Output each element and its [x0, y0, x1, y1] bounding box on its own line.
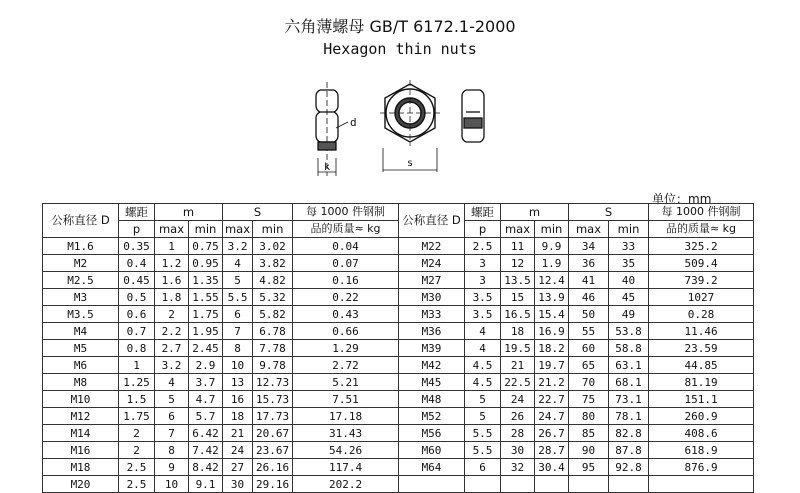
table-row [399, 357, 754, 374]
cell-mass: 618.9 [649, 442, 754, 459]
cell-diameter: M45 [399, 374, 465, 391]
cell-pitch: 3.5 [465, 289, 501, 306]
cell-s-min: 49 [609, 306, 649, 323]
cell-diameter: M18 [43, 459, 119, 476]
header-s: S [569, 204, 649, 221]
cell-s-min: 45 [609, 289, 649, 306]
cell-s-max: 6 [223, 306, 253, 323]
cell-s-min: 12.73 [253, 374, 293, 391]
cell-mass: 117.4 [293, 459, 399, 476]
cell-s-min: 33 [609, 238, 649, 255]
cell-s-min: 20.67 [253, 425, 293, 442]
header-s-min: min [253, 221, 293, 238]
table-row [399, 459, 754, 476]
cell-s-min: 5.32 [253, 289, 293, 306]
cell-diameter: M22 [399, 238, 465, 255]
cell-mass: 31.43 [293, 425, 399, 442]
cell-pitch: 2 [119, 425, 155, 442]
cell-s-max: 95 [569, 459, 609, 476]
cell-pitch: 3 [465, 255, 501, 272]
cell-m-min: 22.7 [535, 391, 569, 408]
cell-pitch: 5.5 [465, 442, 501, 459]
cell-diameter: M36 [399, 323, 465, 340]
header-s: S [223, 204, 293, 221]
cell-diameter: M39 [399, 340, 465, 357]
cell-m-min: 18.2 [535, 340, 569, 357]
cell-s-max: 7 [223, 323, 253, 340]
table-row [399, 425, 754, 442]
cell-pitch: 0.4 [119, 255, 155, 272]
cell-pitch: 0.45 [119, 272, 155, 289]
table-row [43, 408, 399, 425]
cell-m-min: 26.7 [535, 425, 569, 442]
cell-mass: 876.9 [649, 459, 754, 476]
cell-s-max: 8 [223, 340, 253, 357]
cell-m-min: 7.42 [189, 442, 223, 459]
cell-mass: 0.28 [649, 306, 754, 323]
cell-m-min: 24.7 [535, 408, 569, 425]
cell-s-min: 23.67 [253, 442, 293, 459]
cell-s-max: 10 [223, 357, 253, 374]
cell-m-max: 15 [501, 289, 535, 306]
table-row [43, 306, 399, 323]
cell-mass: 11.46 [649, 323, 754, 340]
spec-table-left [42, 203, 399, 493]
cell-diameter: M4 [43, 323, 119, 340]
cell-mass: 0.04 [293, 238, 399, 255]
cell-s-min: 26.16 [253, 459, 293, 476]
cell-s-min: 73.1 [609, 391, 649, 408]
cell-s-max: 55 [569, 323, 609, 340]
cell-pitch [465, 476, 501, 493]
cell-m-max: 16.5 [501, 306, 535, 323]
table-row [43, 476, 399, 493]
cell-s-min [609, 476, 649, 493]
cell-s-max: 24 [223, 442, 253, 459]
table-row [43, 459, 399, 476]
table-row [43, 323, 399, 340]
table-row [399, 323, 754, 340]
header-m-min: min [535, 221, 569, 238]
table-row [399, 442, 754, 459]
cell-pitch: 0.7 [119, 323, 155, 340]
cell-pitch: 4 [465, 323, 501, 340]
table-row [43, 289, 399, 306]
cell-m-max: 7 [155, 425, 189, 442]
cell-diameter: M24 [399, 255, 465, 272]
table-row [399, 255, 754, 272]
cell-mass: 151.1 [649, 391, 754, 408]
cell-s-min: 92.8 [609, 459, 649, 476]
cell-s-max: 36 [569, 255, 609, 272]
cell-m-min: 1.95 [189, 323, 223, 340]
cell-mass: 0.43 [293, 306, 399, 323]
cell-m-max: 32 [501, 459, 535, 476]
cell-diameter [399, 476, 465, 493]
cell-pitch: 6 [465, 459, 501, 476]
cell-m-min: 3.7 [189, 374, 223, 391]
cell-m-min: 2.45 [189, 340, 223, 357]
cell-diameter: M10 [43, 391, 119, 408]
header-diameter: 公称直径 D [43, 204, 119, 238]
cell-s-min: 6.78 [253, 323, 293, 340]
cell-diameter: M12 [43, 408, 119, 425]
cell-mass: 0.16 [293, 272, 399, 289]
cell-diameter: M6 [43, 357, 119, 374]
cell-diameter: M1.6 [43, 238, 119, 255]
table-row [399, 306, 754, 323]
cell-pitch: 0.6 [119, 306, 155, 323]
cell-s-max: 85 [569, 425, 609, 442]
cell-s-max: 75 [569, 391, 609, 408]
cell-m-min: 6.42 [189, 425, 223, 442]
header-diameter: 公称直径 D [399, 204, 465, 238]
cell-mass: 2.72 [293, 357, 399, 374]
cell-s-max: 70 [569, 374, 609, 391]
cell-s-max: 21 [223, 425, 253, 442]
cell-s-max: 18 [223, 408, 253, 425]
table-row [399, 289, 754, 306]
cell-m-max: 1 [155, 238, 189, 255]
cell-s-max: 4 [223, 255, 253, 272]
cell-m-max: 1.8 [155, 289, 189, 306]
cell-m-max: 1.2 [155, 255, 189, 272]
cell-m-max: 12 [501, 255, 535, 272]
cell-pitch: 0.5 [119, 289, 155, 306]
cell-m-max: 8 [155, 442, 189, 459]
cell-diameter: M64 [399, 459, 465, 476]
cell-s-max: 60 [569, 340, 609, 357]
cell-mass: 54.26 [293, 442, 399, 459]
cell-m-min: 1.75 [189, 306, 223, 323]
cell-m-max: 2.7 [155, 340, 189, 357]
cell-s-min: 63.1 [609, 357, 649, 374]
cell-mass: 1027 [649, 289, 754, 306]
cell-pitch: 1 [119, 357, 155, 374]
cell-m-max: 11 [501, 238, 535, 255]
hex-nut-drawing [300, 78, 500, 186]
cell-s-min: 87.8 [609, 442, 649, 459]
header-pitch: 螺距 [465, 204, 501, 221]
cell-m-min: 16.9 [535, 323, 569, 340]
cell-m-max: 9 [155, 459, 189, 476]
cell-mass: 260.9 [649, 408, 754, 425]
cell-m-min: 19.7 [535, 357, 569, 374]
cell-m-max: 21 [501, 357, 535, 374]
cell-mass: 81.19 [649, 374, 754, 391]
cell-s-max [569, 476, 609, 493]
cell-diameter: M30 [399, 289, 465, 306]
header-m-max: max [501, 221, 535, 238]
header-m-min: min [189, 221, 223, 238]
header-mass-line2: 品的质量≈ kg [649, 221, 754, 238]
cell-m-max: 1.6 [155, 272, 189, 289]
cell-diameter: M33 [399, 306, 465, 323]
header-m: m [501, 204, 569, 221]
cell-diameter: M52 [399, 408, 465, 425]
cell-s-max: 13 [223, 374, 253, 391]
cell-mass: 739.2 [649, 272, 754, 289]
label-d: d [350, 116, 357, 129]
cell-m-max [501, 476, 535, 493]
header-pitch-symbol: p [465, 221, 501, 238]
cell-diameter: M60 [399, 442, 465, 459]
cell-s-min: 4.82 [253, 272, 293, 289]
cell-s-max: 5 [223, 272, 253, 289]
cell-s-max: 90 [569, 442, 609, 459]
cell-diameter: M2.5 [43, 272, 119, 289]
cell-diameter: M48 [399, 391, 465, 408]
cell-pitch: 1.25 [119, 374, 155, 391]
table-row [399, 408, 754, 425]
cell-s-max: 27 [223, 459, 253, 476]
cell-mass: 5.21 [293, 374, 399, 391]
cell-m-min: 12.4 [535, 272, 569, 289]
cell-pitch: 4.5 [465, 357, 501, 374]
cell-m-min: 5.7 [189, 408, 223, 425]
cell-pitch: 0.8 [119, 340, 155, 357]
cell-diameter: M42 [399, 357, 465, 374]
cell-diameter: M27 [399, 272, 465, 289]
header-pitch-symbol: p [119, 221, 155, 238]
cell-m-max: 28 [501, 425, 535, 442]
cell-s-max: 80 [569, 408, 609, 425]
table-row [43, 374, 399, 391]
cell-s-min: 82.8 [609, 425, 649, 442]
cell-s-min: 17.73 [253, 408, 293, 425]
cell-m-max: 2.2 [155, 323, 189, 340]
cell-pitch: 5 [465, 408, 501, 425]
table-row [43, 255, 399, 272]
cell-m-min: 8.42 [189, 459, 223, 476]
cell-mass: 0.07 [293, 255, 399, 272]
cell-m-min: 21.2 [535, 374, 569, 391]
side-view-left [316, 82, 348, 176]
cell-m-min: 4.7 [189, 391, 223, 408]
table-row [43, 391, 399, 408]
cell-s-min: 58.8 [609, 340, 649, 357]
cell-m-min: 1.35 [189, 272, 223, 289]
header-s-max: max [569, 221, 609, 238]
header-pitch: 螺距 [119, 204, 155, 221]
cell-s-min: 3.82 [253, 255, 293, 272]
cell-diameter: M3.5 [43, 306, 119, 323]
cell-mass: 44.85 [649, 357, 754, 374]
cell-mass: 0.22 [293, 289, 399, 306]
table-row [399, 391, 754, 408]
cell-s-min: 7.78 [253, 340, 293, 357]
cell-pitch: 2.5 [119, 476, 155, 493]
cell-diameter: M16 [43, 442, 119, 459]
cell-pitch: 4.5 [465, 374, 501, 391]
cell-m-min: 9.9 [535, 238, 569, 255]
cell-m-max: 10 [155, 476, 189, 493]
cell-mass: 17.18 [293, 408, 399, 425]
cell-pitch: 5.5 [465, 425, 501, 442]
cell-diameter: M3 [43, 289, 119, 306]
cell-diameter: M14 [43, 425, 119, 442]
table-row [43, 442, 399, 459]
cell-s-min: 68.1 [609, 374, 649, 391]
cell-m-min: 0.95 [189, 255, 223, 272]
header-mass-line2: 品的质量≈ kg [293, 221, 399, 238]
cell-mass: 0.66 [293, 323, 399, 340]
label-k: k [324, 162, 331, 173]
cell-m-min: 1.55 [189, 289, 223, 306]
label-s: s [407, 158, 414, 169]
cell-m-min: 13.9 [535, 289, 569, 306]
cell-pitch: 5 [465, 391, 501, 408]
cell-s-max: 41 [569, 272, 609, 289]
table-row [43, 340, 399, 357]
unit-label: 单位：mm [652, 192, 712, 206]
cell-s-max: 50 [569, 306, 609, 323]
cell-m-min: 28.7 [535, 442, 569, 459]
cell-diameter: M56 [399, 425, 465, 442]
cell-m-max: 2 [155, 306, 189, 323]
cell-pitch: 1.5 [119, 391, 155, 408]
title-chinese: 六角薄螺母 GB/T 6172.1-2000 [284, 17, 516, 36]
cell-m-min: 9.1 [189, 476, 223, 493]
table-row [399, 238, 754, 255]
cell-pitch: 2.5 [119, 459, 155, 476]
cell-s-min: 15.73 [253, 391, 293, 408]
header-s-min: min [609, 221, 649, 238]
cell-s-max: 65 [569, 357, 609, 374]
table-row [43, 357, 399, 374]
cell-s-min: 78.1 [609, 408, 649, 425]
cell-mass: 23.59 [649, 340, 754, 357]
header-mass-line1: 每 1000 件钢制 [649, 204, 754, 221]
cell-mass: 325.2 [649, 238, 754, 255]
header-m: m [155, 204, 223, 221]
table-row [43, 272, 399, 289]
cell-m-min: 1.9 [535, 255, 569, 272]
cell-s-max: 34 [569, 238, 609, 255]
cell-m-max: 18 [501, 323, 535, 340]
cell-diameter: M20 [43, 476, 119, 493]
cell-m-min: 30.4 [535, 459, 569, 476]
cell-diameter: M5 [43, 340, 119, 357]
cell-s-min: 29.16 [253, 476, 293, 493]
cell-m-max: 5 [155, 391, 189, 408]
table-row [43, 238, 399, 255]
table-row [399, 272, 754, 289]
cell-m-max: 6 [155, 408, 189, 425]
cell-m-max: 26 [501, 408, 535, 425]
cell-m-max: 4 [155, 374, 189, 391]
cell-s-min: 5.82 [253, 306, 293, 323]
cell-s-max: 46 [569, 289, 609, 306]
cell-pitch: 3.5 [465, 306, 501, 323]
title-english: Hexagon thin nuts [323, 40, 477, 58]
side-view-right [462, 90, 484, 142]
header-mass-line1: 每 1000 件钢制 [293, 204, 399, 221]
cell-m-min [535, 476, 569, 493]
cell-mass: 509.4 [649, 255, 754, 272]
header-s-max: max [223, 221, 253, 238]
cell-mass: 7.51 [293, 391, 399, 408]
cell-s-min: 53.8 [609, 323, 649, 340]
cell-diameter: M8 [43, 374, 119, 391]
cell-pitch: 2.5 [465, 238, 501, 255]
spec-table-right [398, 203, 754, 493]
cell-m-min: 15.4 [535, 306, 569, 323]
cell-s-max: 3.2 [223, 238, 253, 255]
cell-m-max: 13.5 [501, 272, 535, 289]
cell-mass: 202.2 [293, 476, 399, 493]
cell-m-min: 2.9 [189, 357, 223, 374]
cell-m-max: 19.5 [501, 340, 535, 357]
cell-pitch: 3 [465, 272, 501, 289]
cell-pitch: 0.35 [119, 238, 155, 255]
cell-mass: 1.29 [293, 340, 399, 357]
cell-mass [649, 476, 754, 493]
cell-pitch: 4 [465, 340, 501, 357]
table-row [399, 476, 754, 493]
header-m-max: max [155, 221, 189, 238]
table-row [399, 340, 754, 357]
cell-s-min: 35 [609, 255, 649, 272]
cell-s-max: 16 [223, 391, 253, 408]
cell-m-max: 24 [501, 391, 535, 408]
cell-s-max: 5.5 [223, 289, 253, 306]
cell-m-max: 30 [501, 442, 535, 459]
cell-s-min: 9.78 [253, 357, 293, 374]
cell-m-max: 3.2 [155, 357, 189, 374]
cell-m-min: 0.75 [189, 238, 223, 255]
table-row [399, 374, 754, 391]
cell-pitch: 1.75 [119, 408, 155, 425]
cell-pitch: 2 [119, 442, 155, 459]
cell-mass: 408.6 [649, 425, 754, 442]
cell-diameter: M2 [43, 255, 119, 272]
cell-s-min: 40 [609, 272, 649, 289]
cell-s-max: 30 [223, 476, 253, 493]
table-row [43, 425, 399, 442]
cell-m-max: 22.5 [501, 374, 535, 391]
cell-s-min: 3.02 [253, 238, 293, 255]
